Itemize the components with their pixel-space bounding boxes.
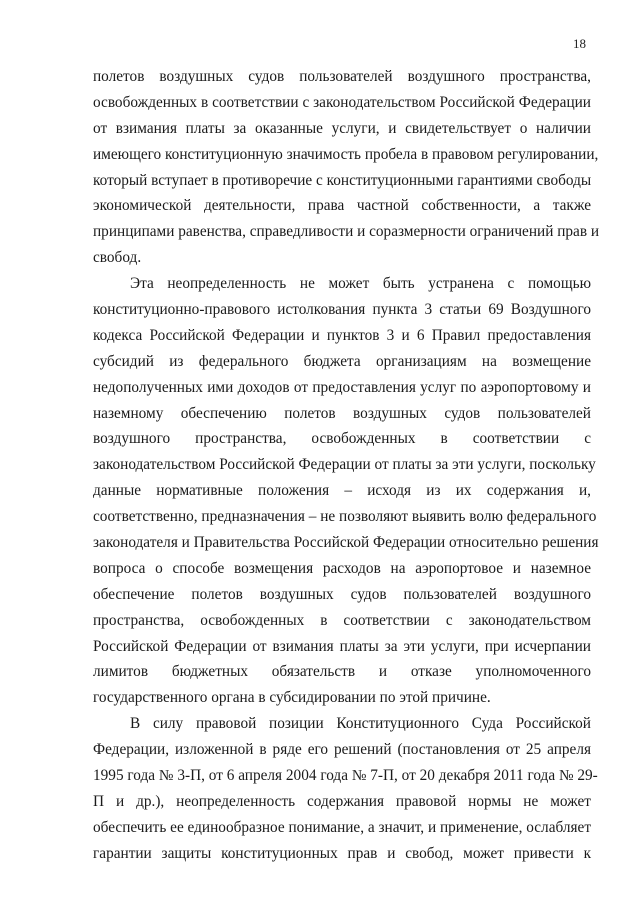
text-line: который вступает в противоречие с конституционными гарантиями свободы — [93, 171, 592, 189]
text-line: обеспечение полетов воздушных судов пользователей воздушного — [93, 585, 591, 603]
text-line: законодателя и Правительства Российской Федерации относительно решения — [93, 534, 599, 552]
text-line: пространства, освобожденных в соответствии с законодательством — [93, 611, 591, 629]
document-body — [93, 64, 600, 867]
text-line: П и др.), неопределенность содержания правовой нормы не может — [93, 792, 591, 810]
text-line: экономической деятельности, права частной собственности, а также — [93, 197, 591, 215]
text-line: субсидий из федерального бюджета организациям на возмещение — [93, 352, 591, 370]
text-line: соответственно, предназначения – не позволяют выявить волю федерального — [93, 508, 597, 526]
text-line: вопроса о способе возмещения расходов на аэропортовое и наземное — [93, 559, 591, 577]
text-line: данные нормативные положения – исходя из их содержания и, — [93, 482, 591, 500]
text-line: полетов воздушных судов пользователей воздушного пространства, — [93, 68, 591, 85]
text-line: наземному обеспечению полетов воздушных судов пользователей — [93, 404, 591, 422]
text-line: конституционно-правового истолкования пункта 3 статьи 69 Воздушного — [93, 301, 591, 319]
text-line: законодательством Российской Федерации от платы за эти услуги, поскольку — [93, 456, 596, 474]
page-number: 18 — [573, 36, 586, 51]
text-line: гарантии защиты конституционных прав и свобод, может привести к — [93, 844, 591, 862]
text-line: В силу правовой позиции Конституционного Суда Российской — [130, 715, 591, 733]
text-line: принципами равенства, справедливости и соразмерности ограничений прав и — [93, 223, 600, 241]
text-line: государственного органа в субсидировании по этой причине. — [93, 689, 491, 707]
text-line: кодекса Российской Федерации и пунктов 3 и 6 Правил предоставления — [93, 326, 591, 344]
paragraph-1 — [93, 64, 600, 271]
text-line: воздушного пространства, освобожденных в соответствии с — [93, 430, 591, 448]
text-line: освобожденных в соответствии с законодательством Российской Федерации — [93, 93, 591, 111]
paragraph-2 — [93, 271, 599, 711]
paragraph-3 — [93, 711, 598, 866]
text-line: свобод. — [93, 249, 142, 267]
text-line: имеющего конституционную значимость пробела в правовом регулировании, — [93, 145, 599, 163]
text-line: лимитов бюджетных обязательств и отказе уполномоченного — [93, 663, 591, 681]
text-line: недополученных ими доходов от предоставления услуг по аэропортовому и — [93, 378, 591, 396]
text-line: от взимания платы за оказанные услуги, и свидетельствует о наличии — [93, 119, 591, 137]
text-line: обеспечить ее единообразное понимание, а значит, и применение, ослабляет — [93, 818, 592, 836]
text-line: Федерации, изложенной в ряде его решений (постановления от 25 апреля — [93, 741, 591, 759]
text-line: Российской Федерации от взимания платы за эти услуги, при исчерпании — [93, 637, 591, 655]
text-line: Эта неопределенность не может быть устранена с помощью — [130, 275, 591, 293]
text-line: 1995 года № 3-П, от 6 апреля 2004 года № 7-П, от 20 декабря 2011 года № 29- — [93, 767, 598, 785]
